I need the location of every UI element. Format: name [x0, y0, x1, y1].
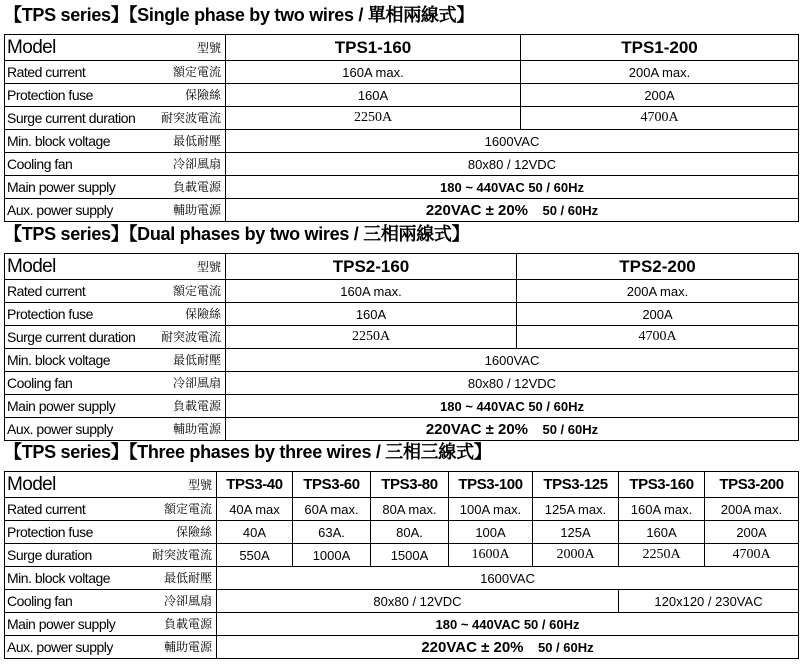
table-row	[5, 636, 799, 659]
cell-value: 63A.	[293, 521, 371, 544]
row-label-main-power	[5, 176, 226, 199]
label-zh: 型號	[196, 259, 221, 274]
row-label-model	[5, 35, 226, 61]
label-zh: 保險絲	[175, 525, 212, 539]
model-header: TPS1-200	[521, 35, 799, 61]
row-label-protection-fuse	[5, 521, 217, 544]
cell-value: 1600VAC	[217, 567, 799, 590]
label-en: Aux. power supply	[7, 202, 113, 218]
row-label-cooling-fan	[5, 153, 226, 176]
cell-value: 100A	[449, 521, 533, 544]
cell-value: 160A max.	[619, 498, 705, 521]
label-zh: 最低耐壓	[172, 134, 221, 148]
cell-value: 1600A	[449, 544, 533, 567]
cell-value: 1500A	[371, 544, 449, 567]
aux-voltage: 220VAC ± 20%	[421, 638, 524, 656]
label-en: Main power supply	[7, 616, 116, 632]
model-header: TPS3-100	[449, 472, 533, 498]
table-row	[5, 130, 799, 153]
label-en: Cooling fan	[7, 156, 73, 172]
aux-frequency: 50 / 60Hz	[537, 639, 594, 655]
table-row	[5, 349, 799, 372]
label-zh: 冷卻風扇	[172, 376, 221, 390]
label-en: Protection fuse	[7, 306, 93, 322]
table-row	[5, 590, 799, 613]
cell-value: 200A	[705, 521, 799, 544]
label-zh: 負載電源	[172, 399, 221, 413]
aux-voltage: 220VAC ± 20%	[425, 201, 529, 219]
cell-value: 80x80 / 12VDC	[226, 372, 799, 395]
label-en: Min. block voltage	[7, 133, 111, 149]
cell-value	[226, 418, 799, 441]
label-en: Protection fuse	[7, 87, 93, 103]
cell-value: 200A max.	[705, 498, 799, 521]
label-zh: 型號	[187, 477, 212, 492]
section-title: 【TPS series】【Three phases by three wires / 三相三線式】	[4, 442, 492, 462]
aux-frequency: 50 / 60Hz	[542, 202, 599, 218]
row-label-block-voltage	[5, 567, 217, 590]
label-zh: 保險絲	[184, 88, 221, 102]
cell-value: 160A	[226, 303, 517, 326]
cell-value: 120x120 / 230VAC	[619, 590, 799, 613]
label-zh: 耐突波電流	[160, 111, 221, 125]
label-zh: 額定電流	[172, 65, 221, 79]
model-header: TPS3-40	[217, 472, 293, 498]
label-zh: 最低耐壓	[172, 353, 221, 367]
cell-value: 60A max.	[293, 498, 371, 521]
cell-value: 2250A	[226, 326, 517, 349]
cell-value: 40A max	[217, 498, 293, 521]
label-zh: 輔助電源	[172, 422, 221, 436]
label-zh: 負載電源	[163, 617, 212, 631]
table-row	[5, 372, 799, 395]
label-en: Rated current	[7, 64, 86, 80]
aux-frequency: 50 / 60Hz	[542, 421, 599, 437]
table-row	[5, 613, 799, 636]
cell-value: 2250A	[226, 107, 521, 130]
cell-value: 550A	[217, 544, 293, 567]
row-label-rated-current	[5, 280, 226, 303]
model-header: TPS2-200	[517, 254, 799, 280]
label-zh: 耐突波電流	[151, 548, 212, 562]
table-row	[5, 199, 799, 222]
table-row	[5, 567, 799, 590]
section-title: 【TPS series】【Dual phases by two wires / 三相兩線式】	[4, 224, 470, 244]
table-row	[5, 326, 799, 349]
spec-table	[4, 471, 799, 659]
cell-value: 180 ~ 440VAC 50 / 60Hz	[226, 176, 799, 199]
row-label-protection-fuse	[5, 84, 226, 107]
table-row	[5, 418, 799, 441]
label-en: Aux. power supply	[7, 639, 113, 655]
row-label-aux-power	[5, 199, 226, 222]
table-row	[5, 521, 799, 544]
label-en: Rated current	[7, 283, 86, 299]
cell-value: 4700A	[705, 544, 799, 567]
table-row	[5, 395, 799, 418]
cell-value: 2250A	[619, 544, 705, 567]
table-row	[5, 472, 799, 498]
table-row	[5, 176, 799, 199]
cell-value: 200A	[521, 84, 799, 107]
label-en: Cooling fan	[7, 593, 73, 609]
model-header: TPS2-160	[226, 254, 517, 280]
model-header: TPS3-125	[533, 472, 619, 498]
model-header: TPS3-160	[619, 472, 705, 498]
label-en: Protection fuse	[7, 524, 93, 540]
row-label-surge	[5, 107, 226, 130]
table-row	[5, 107, 799, 130]
row-label-model	[5, 472, 217, 498]
cell-value: 80A max.	[371, 498, 449, 521]
model-header: TPS3-60	[293, 472, 371, 498]
label-zh: 負載電源	[172, 180, 221, 194]
table-row	[5, 254, 799, 280]
aux-voltage: 220VAC ± 20%	[425, 420, 529, 438]
row-label-cooling-fan	[5, 590, 217, 613]
cell-value	[217, 636, 799, 659]
label-en: Model	[7, 256, 56, 277]
label-en: Main power supply	[7, 179, 116, 195]
label-zh: 額定電流	[163, 502, 212, 516]
cell-value: 125A max.	[533, 498, 619, 521]
label-en: Rated current	[7, 501, 86, 517]
cell-value: 2000A	[533, 544, 619, 567]
model-header: TPS3-80	[371, 472, 449, 498]
table-row	[5, 84, 799, 107]
cell-value: 160A max.	[226, 61, 521, 84]
cell-value: 80x80 / 12VDC	[226, 153, 799, 176]
table-row	[5, 153, 799, 176]
row-label-model	[5, 254, 226, 280]
label-zh: 額定電流	[172, 284, 221, 298]
row-label-block-voltage	[5, 349, 226, 372]
label-en: Surge duration	[7, 547, 92, 563]
table-row	[5, 61, 799, 84]
row-label-aux-power	[5, 636, 217, 659]
label-zh: 輔助電源	[163, 640, 212, 654]
spec-table	[4, 253, 799, 441]
table-row	[5, 544, 799, 567]
cell-value: 4700A	[517, 326, 799, 349]
cell-value: 1600VAC	[226, 130, 799, 153]
row-label-aux-power	[5, 418, 226, 441]
label-en: Surge current duration	[7, 110, 136, 126]
label-en: Model	[7, 37, 56, 58]
cell-value: 160A	[619, 521, 705, 544]
cell-value: 200A	[517, 303, 799, 326]
section-title: 【TPS series】【Single phase by two wires / 單相兩線式】	[4, 5, 475, 25]
model-header: TPS3-200	[705, 472, 799, 498]
table-row	[5, 498, 799, 521]
table-row	[5, 35, 799, 61]
row-label-surge	[5, 326, 226, 349]
cell-value: 125A	[533, 521, 619, 544]
cell-value: 160A max.	[226, 280, 517, 303]
row-label-cooling-fan	[5, 372, 226, 395]
label-zh: 輔助電源	[172, 203, 221, 217]
label-zh: 冷卻風扇	[163, 594, 212, 608]
row-label-rated-current	[5, 498, 217, 521]
row-label-rated-current	[5, 61, 226, 84]
label-zh: 最低耐壓	[163, 571, 212, 585]
cell-value: 180 ~ 440VAC 50 / 60Hz	[217, 613, 799, 636]
row-label-main-power	[5, 395, 226, 418]
label-en: Cooling fan	[7, 375, 73, 391]
label-en: Min. block voltage	[7, 570, 111, 586]
cell-value: 100A max.	[449, 498, 533, 521]
cell-value: 4700A	[521, 107, 799, 130]
label-zh: 型號	[196, 40, 221, 55]
table-row	[5, 303, 799, 326]
cell-value: 80A.	[371, 521, 449, 544]
label-en: Model	[7, 474, 56, 495]
cell-value: 160A	[226, 84, 521, 107]
row-label-surge	[5, 544, 217, 567]
model-header: TPS1-160	[226, 35, 521, 61]
cell-value: 80x80 / 12VDC	[217, 590, 619, 613]
label-zh: 冷卻風扇	[172, 157, 221, 171]
label-en: Surge current duration	[7, 329, 136, 345]
cell-value: 180 ~ 440VAC 50 / 60Hz	[226, 395, 799, 418]
table-row	[5, 280, 799, 303]
spec-table	[4, 34, 799, 222]
cell-value: 1000A	[293, 544, 371, 567]
cell-value: 40A	[217, 521, 293, 544]
label-en: Aux. power supply	[7, 421, 113, 437]
label-zh: 耐突波電流	[160, 330, 221, 344]
row-label-main-power	[5, 613, 217, 636]
row-label-block-voltage	[5, 130, 226, 153]
cell-value: 200A max.	[521, 61, 799, 84]
label-en: Min. block voltage	[7, 352, 111, 368]
cell-value	[226, 199, 799, 222]
cell-value: 1600VAC	[226, 349, 799, 372]
row-label-protection-fuse	[5, 303, 226, 326]
cell-value: 200A max.	[517, 280, 799, 303]
label-en: Main power supply	[7, 398, 116, 414]
label-zh: 保險絲	[184, 307, 221, 321]
